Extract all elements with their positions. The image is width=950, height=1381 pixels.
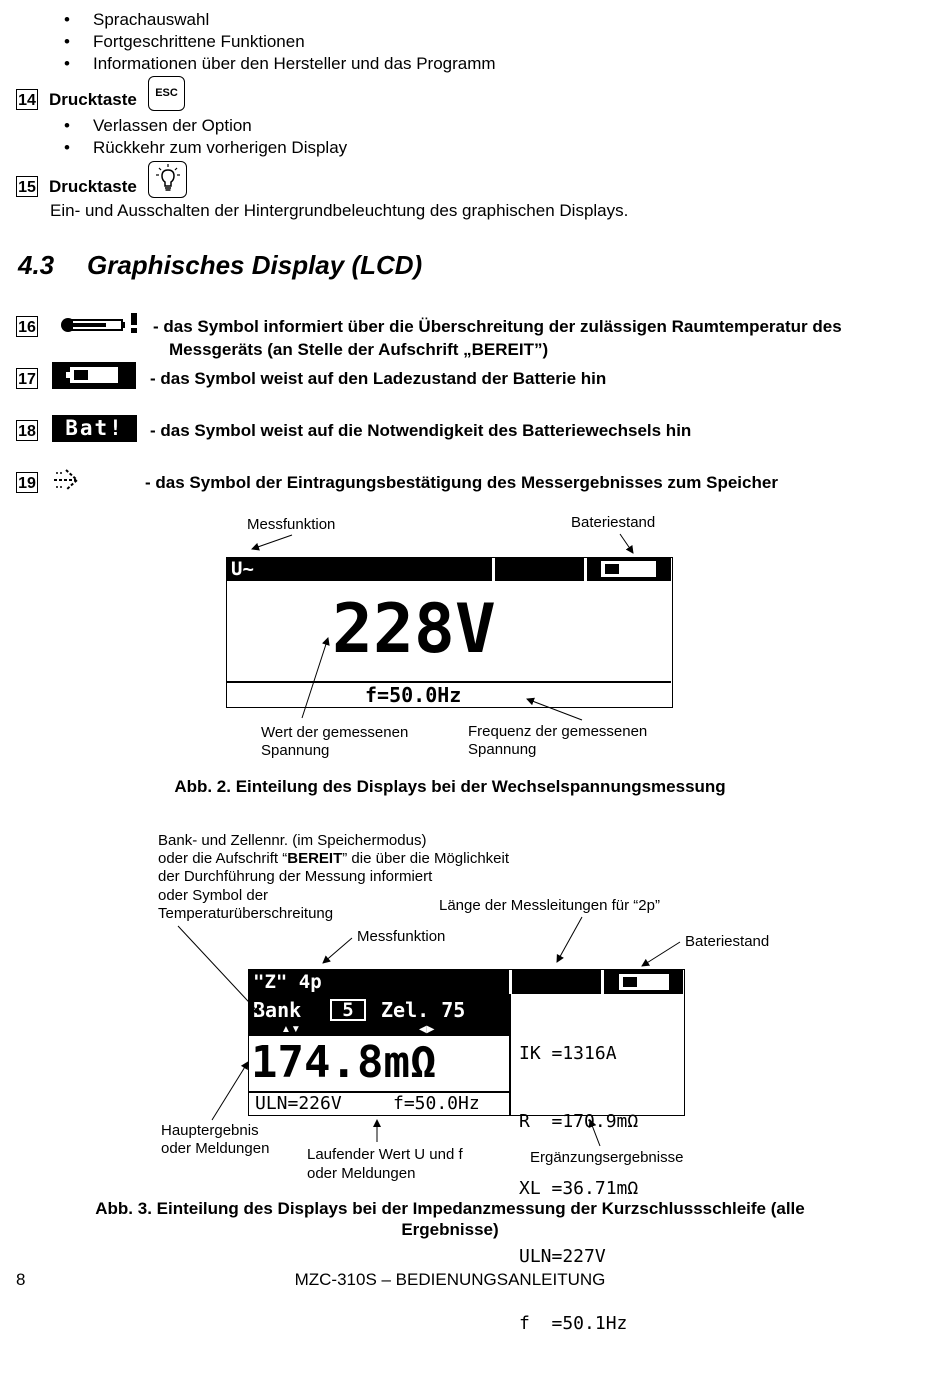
lcd-cell-label: Zel. 75 bbox=[381, 998, 466, 1022]
bullet-text: Sprachauswahl bbox=[93, 10, 210, 29]
left-right-arrows-icon: ◀▶ bbox=[419, 1024, 435, 1035]
bullet-text: Verlassen der Option bbox=[93, 116, 252, 135]
item-label: Drucktaste bbox=[49, 177, 137, 196]
item-number: 17 bbox=[16, 368, 38, 389]
item-number: 18 bbox=[16, 420, 38, 441]
lcd-result-ik: IK =1316A bbox=[519, 1043, 617, 1064]
page-number: 8 bbox=[16, 1270, 26, 1289]
lcd-voltage-running: ULN=226V bbox=[255, 1093, 342, 1114]
annotation-label: Temperaturüberschreitung bbox=[158, 905, 334, 922]
lcd-bank-number: 5 bbox=[330, 999, 366, 1021]
annotation-label: Frequenz der gemessenen bbox=[468, 723, 648, 740]
item-number: 19 bbox=[16, 472, 38, 493]
figure-caption: Ergebnisse) bbox=[401, 1220, 499, 1239]
symbol-description: - das Symbol weist auf den Ladezustand der Batterie hin bbox=[150, 369, 607, 388]
lcd-result-f: f =50.1Hz bbox=[519, 1313, 628, 1334]
annotation-label: oder Meldungen bbox=[161, 1140, 270, 1157]
annotation-label: Messfunktion bbox=[247, 516, 336, 533]
bullet-text: Informationen über den Hersteller und das Programm bbox=[93, 54, 496, 73]
item-number: 14 bbox=[16, 89, 38, 110]
item-description: Ein- und Ausschalten der Hintergrundbeleuchtung des graphischen Displays. bbox=[50, 201, 629, 220]
annotation-label: Hauptergebnis bbox=[161, 1122, 259, 1139]
annotation-label: Bank- und Zellennr. (im Speichermodus) bbox=[158, 832, 427, 849]
esc-key-icon: ESC bbox=[148, 76, 185, 111]
lcd-main-value: 228V bbox=[332, 590, 496, 669]
symbol-description: Messgeräts (an Stelle der Aufschrift „BEREIT”) bbox=[169, 340, 549, 359]
symbol-description: - das Symbol der Eintragungsbestätigung des Messergebnisses zum Speicher bbox=[145, 473, 778, 492]
annotation-arrows bbox=[0, 800, 950, 1170]
annotation-label: Länge der Messleitungen für “2p” bbox=[439, 897, 660, 914]
bullet-text: Rückkehr zum vorherigen Display bbox=[93, 138, 348, 157]
symbol-description: - das Symbol informiert über die Überschreitung der zulässigen Raumtemperatur des bbox=[153, 317, 842, 336]
up-down-arrows-icon: ▲▼ bbox=[281, 1024, 301, 1035]
lcd-function: U~ bbox=[231, 558, 254, 580]
section-number: 4.3 bbox=[18, 250, 55, 280]
annotation-label: der Durchführung der Messung informiert bbox=[158, 868, 433, 885]
annotation-label: Wert der gemessenen bbox=[261, 724, 409, 741]
lcd-result-r: R =170.9mΩ bbox=[519, 1110, 639, 1132]
annotation-label: Spannung bbox=[261, 742, 330, 759]
annotation-label: oder die Aufschrift “BEREIT” die über die Möglichkeit bbox=[158, 850, 510, 867]
symbol-description: - das Symbol weist auf die Notwendigkeit des Batteriewechsels hin bbox=[150, 421, 692, 440]
battery-replace-icon: Bat! bbox=[52, 415, 137, 442]
footer-title: MZC-310S – BEDIENUNGSANLEITUNG bbox=[294, 1270, 606, 1289]
annotation-label: Laufender Wert U und f bbox=[307, 1146, 463, 1163]
item-number: 16 bbox=[16, 316, 38, 337]
section-title: Graphisches Display (LCD) bbox=[87, 250, 423, 280]
lcd-main-value: 174.8mΩ bbox=[251, 1037, 437, 1088]
annotation-label: Spannung bbox=[468, 741, 537, 758]
lcd-frequency: f=50.0Hz bbox=[365, 683, 462, 707]
annotation-label: oder Meldungen bbox=[307, 1165, 416, 1182]
item-number: 15 bbox=[16, 176, 38, 197]
figure-caption: Abb. 3. Einteilung des Displays bei der Impedanzmessung der Kurzschlussschleife (alle bbox=[95, 1199, 805, 1218]
item-label: Drucktaste bbox=[49, 90, 137, 109]
bullet-text: Fortgeschrittene Funktionen bbox=[93, 32, 305, 51]
annotation-label: Bateriestand bbox=[571, 514, 656, 531]
lcd-result-uln: ULN=227V bbox=[519, 1245, 606, 1267]
lcd-function: "Z" 4p bbox=[253, 971, 322, 993]
annotation-label: oder Symbol der bbox=[158, 887, 269, 904]
lcd-result-xl: XL =36.71mΩ bbox=[519, 1178, 639, 1199]
lcd-bank-label: Bank bbox=[253, 998, 302, 1022]
lcd-frequency-running: f=50.0Hz bbox=[393, 1093, 480, 1114]
annotation-label: Bateriestand bbox=[685, 933, 770, 950]
annotation-label: Ergänzungsergebnisse bbox=[530, 1149, 684, 1166]
figure-caption: Abb. 2. Einteilung des Displays bei der Wechselspannungsmessung bbox=[174, 777, 726, 796]
annotation-label: Messfunktion bbox=[357, 928, 446, 945]
